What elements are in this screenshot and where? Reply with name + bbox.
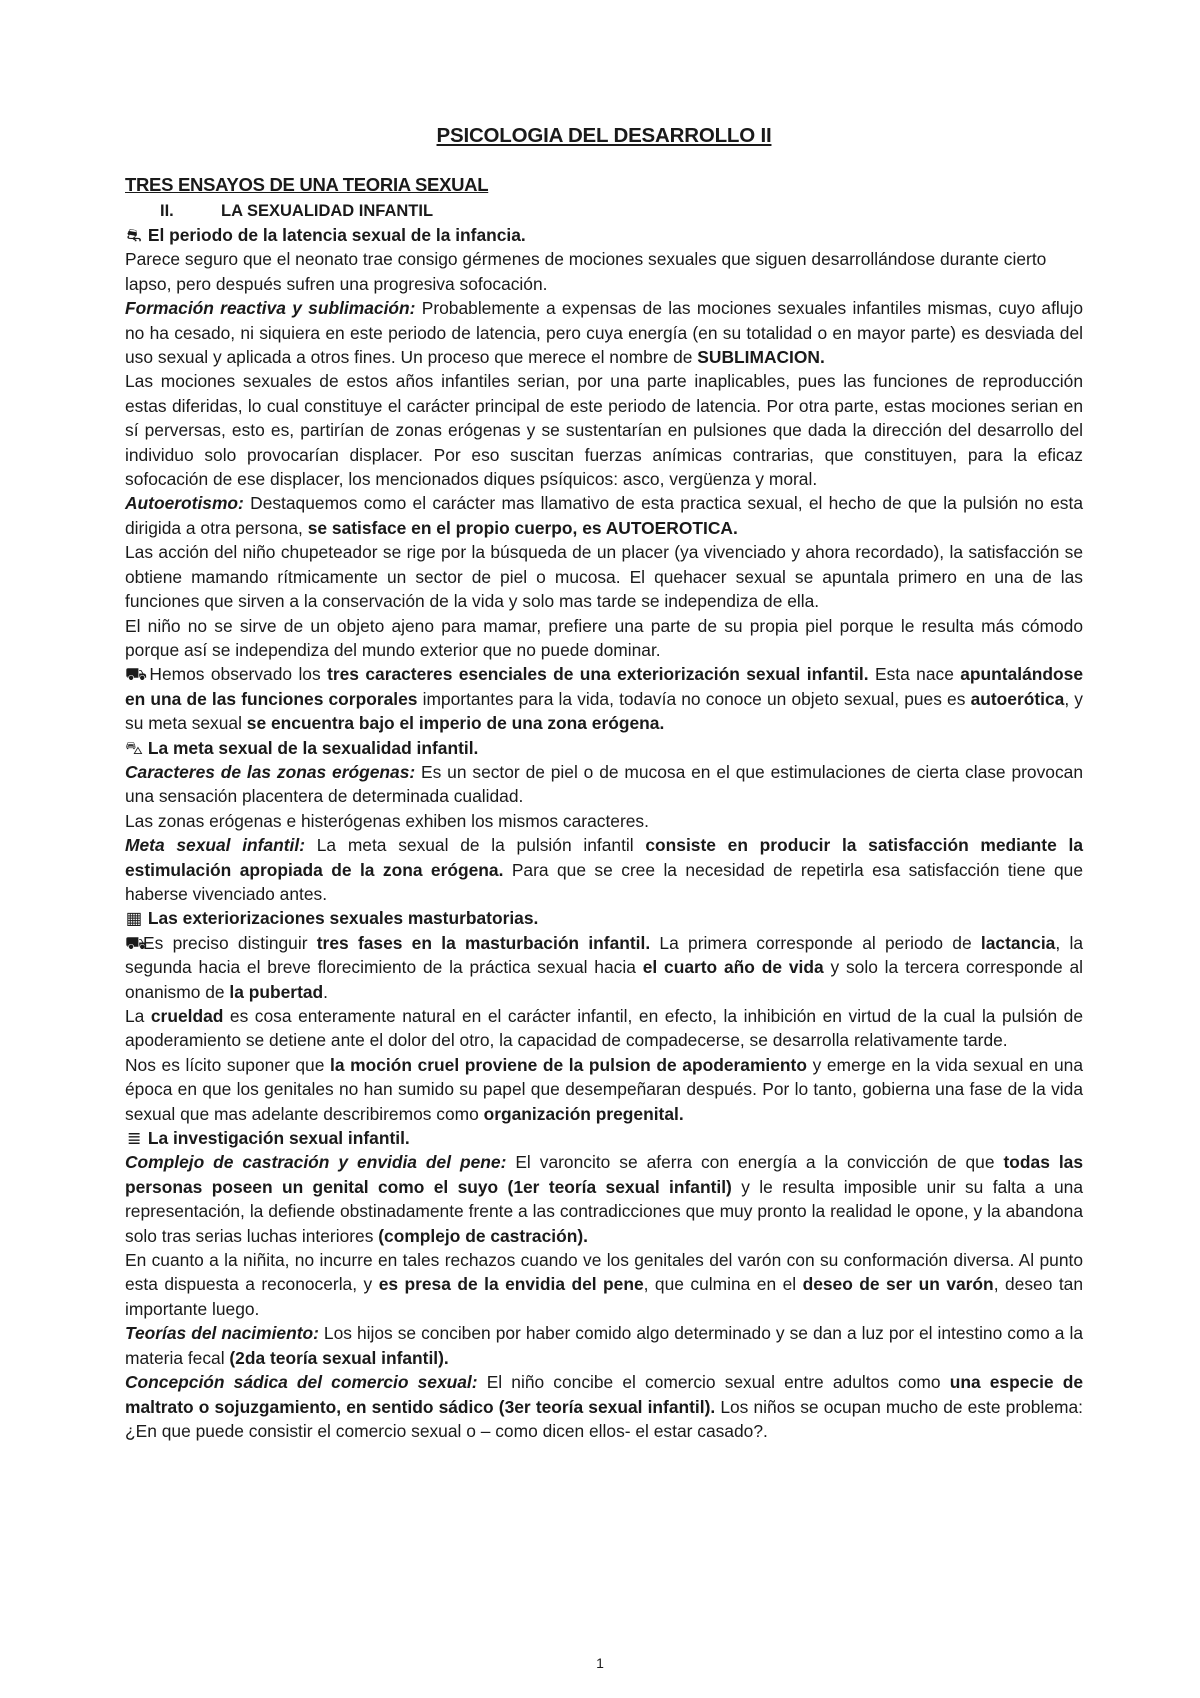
term-label: Concepción sádica del comercio sexual: <box>125 1372 478 1393</box>
term-label: Autoerotismo: <box>125 493 244 514</box>
bold-text: autoerótica <box>970 688 1065 709</box>
paragraph-text: y emerge en la vida sexual en una época en que los genitales no han sumido su papel que desempeñaran después. Por lo tanto, gobierna una fase de la vida sexual que mas adelante describiremos como <box>125 1054 1083 1124</box>
bold-text: apuntalándose en una de las funciones corporales <box>125 664 1083 709</box>
paragraph-text: Destaquemos como el carácter mas llamativo de esta practica sexual, el hecho de que la pulsión no esta dirigida a otra persona, <box>125 493 1083 538</box>
term-label: Formación reactiva y sublimación: <box>125 298 416 319</box>
paragraph-text: , y su meta sexual <box>125 688 1083 734</box>
paragraph <box>125 1248 1083 1321</box>
paragraph <box>125 1370 1083 1443</box>
section-number: II. <box>160 202 174 220</box>
paragraph: Las mociones sexuales de estos años infantiles serian, por una parte inaplicables, pues las funciones de reproducción estas diferidas, lo cual constituye el carácter principal de este periodo de latencia. Por otra parte, estas mociones serian en sí perversas, esto es, partirían de zonas erógenas y se sustentarían en pulsiones que dada la dirección del desarrollo del individuo solo provocarían displacer. Por eso suscitan fuerzas anímicas contrarias, que constituyen, para la eficaz sofocación de ese displacer, los mencionados diques psíquicos: asco, vergüenza y moral. <box>125 371 1083 490</box>
heading-masturbatorias <box>125 906 1083 930</box>
paragraph-text: , la segunda hacia el breve florecimiento de la práctica sexual hacia <box>125 932 1083 978</box>
paragraph <box>125 833 1083 906</box>
document-title: PSICOLOGIA DEL DESARROLLO II <box>436 124 772 147</box>
truck-icon: ⛟ <box>125 932 147 953</box>
heading-text: Las exteriorizaciones sexuales masturbatorias. <box>147 908 539 929</box>
paragraph-text: Hemos observado los <box>143 664 328 685</box>
paragraph-text: importantes para la vida, todavía no conoce un objeto sexual, pues es <box>417 688 971 709</box>
heading-latencia <box>125 223 1083 247</box>
paragraph-text: Esta nace <box>868 664 961 685</box>
paragraph: Las acción del niño chupeteador se rige por la búsqueda de un placer (ya vivenciado y ahora recordado), la satisfacción se obtiene mamando rítmicamente un sector de piel o mucosa. El quehacer sexual se apuntala primero en una de las funciones que sirven a la conservación de la vida y solo mas tarde se independiza de ella. <box>125 542 1083 612</box>
bold-text: (complejo de castración). <box>378 1225 588 1246</box>
paragraph-text: Los niños se ocupan mucho de este problema: ¿En que puede consistir el comercio sexual o – como dicen ellos- el estar casado?. <box>125 1396 1083 1441</box>
paragraph <box>125 1150 1083 1248</box>
list-icon: ≣ <box>126 1128 142 1149</box>
paragraph <box>125 296 1083 369</box>
paragraph-text: Es un sector de piel o de mucosa en el que estimulaciones de cierta clase provocan una sensación placentera de determinada cualidad. <box>125 761 1083 807</box>
paragraph-text: La <box>125 1006 151 1026</box>
grid-icon: ▦ <box>125 908 143 929</box>
bold-text: SUBLIMACION. <box>697 347 825 368</box>
bold-text: consiste en producir la satisfacción mediante la estimulación apropiada de la zona erógena. <box>125 835 1083 880</box>
page-number: 1 <box>596 1655 604 1671</box>
term-label: Meta sexual infantil: <box>125 835 306 856</box>
paragraph: Parece seguro que el neonato trae consigo gérmenes de mociones sexuales que siguen desarrollándose durante cierto lapso, pero después sufren una progresiva sofocación. <box>125 249 1047 294</box>
paragraph-text: La primera corresponde al periodo de <box>650 932 981 953</box>
bold-text: organización pregenital. <box>483 1103 684 1124</box>
paragraph: Las zonas erógenas e histerógenas exhiben los mismos caracteres. <box>125 810 649 831</box>
heading-investigacion <box>125 1126 1083 1150</box>
paragraph-text: , que culmina en el <box>643 1274 803 1295</box>
paragraph <box>125 1004 1083 1053</box>
heading-meta-sexual <box>125 736 1083 760</box>
bold-text: crueldad <box>150 1006 224 1026</box>
bold-text: (2da teoría sexual infantil). <box>229 1347 449 1368</box>
paragraph-text: Probablemente a expensas de las mociones sexuales infantiles mismas, cuyo aflujo no ha cesado, ni siquiera en este periodo de latencia, pero cuya energía (en su totalidad o en mayor parte) es desviada del uso sexual y aplicada a otros fines. Un proceso que merece el nombre de <box>125 298 1084 368</box>
paragraph <box>125 1321 1083 1370</box>
document-subtitle: TRES ENSAYOS DE UNA TEORIA SEXUAL <box>125 174 489 195</box>
car-icon: ⛐ <box>126 225 142 245</box>
bold-text: todas las personas poseen un genital como el suyo (1er teoría sexual infantil) <box>125 1152 1083 1197</box>
paragraph-text: El niño concibe el comercio sexual entre adultos como <box>477 1372 950 1393</box>
bold-text: una especie de maltrato o sojuzgamiento, en sentido sádico (3er teoría sexual infantil). <box>125 1372 1083 1417</box>
paragraph-text: Nos es lícito suponer que <box>125 1054 331 1075</box>
paragraph: El niño no se sirve de un objeto ajeno para mamar, prefiere una parte de su propia piel porque le resulta más cómodo porque así se independiza del mundo exterior que no puede dominar. <box>125 615 1083 660</box>
heading-text: La investigación sexual infantil. <box>147 1128 410 1149</box>
term-label: Caracteres de las zonas erógenas: <box>125 761 416 782</box>
bold-text: la pubertad <box>229 981 324 1002</box>
bold-text: se satisface en el propio cuerpo, es AUTOEROTICA. <box>307 517 738 538</box>
bold-text: lactancia <box>980 932 1056 953</box>
bold-text: se encuentra bajo el imperio de una zona erógena. <box>246 713 665 734</box>
section-name: LA SEXUALIDAD INFANTIL <box>221 202 434 220</box>
term-label: Complejo de castración y envidia del pene: <box>125 1152 507 1173</box>
bold-text: tres caracteres esenciales de una exteriorización sexual infantil. <box>327 664 869 685</box>
paragraph-text: Es preciso distinguir <box>143 932 317 953</box>
heading-text: El periodo de la latencia sexual de la infancia. <box>147 225 526 245</box>
paragraph-text: La meta sexual de la pulsión infantil <box>305 835 646 856</box>
paragraph <box>125 662 1083 735</box>
paragraph-text: , deseo tan importante luego. <box>125 1274 1083 1319</box>
paragraph-text: es cosa enteramente natural en el carácter infantil, en efecto, la inhibición en virtud de la cual la pulsión de apoderamiento se detiene ante el dolor del otro, la capacidad de compadecerse, se desarrolla relativamente tarde. <box>125 1006 1083 1051</box>
heading-text: La meta sexual de la sexualidad infantil. <box>147 737 479 758</box>
truck-icon: ⛟ <box>125 664 147 685</box>
bold-text: es presa de la envidia del pene <box>378 1274 644 1295</box>
paragraph-text: Los hijos se conciben por haber comido algo determinado y se dan a luz por el intestino como a la materia fecal <box>125 1323 1083 1368</box>
bold-text: deseo de ser un varón <box>802 1274 994 1295</box>
paragraph <box>125 931 1083 1004</box>
paragraph <box>125 491 1083 540</box>
paragraph-text: En cuanto a la niñita, no incurre en tales rechazos cuando ve los genitales del varón con su conformación diversa. Al punto esta dispuesta a reconocerla, y <box>125 1250 1083 1295</box>
paragraph <box>125 760 1083 809</box>
vehicle-icon: ⛍ <box>125 737 143 758</box>
bold-text: el cuarto año de vida <box>642 957 824 978</box>
bold-text: tres fases en la masturbación infantil. <box>316 932 651 953</box>
document-body <box>125 223 1083 1443</box>
paragraph <box>125 1053 1083 1126</box>
term-label: Teorías del nacimiento: <box>125 1323 319 1344</box>
paragraph-text: y solo la tercera corresponde al onanismo de <box>125 957 1084 1002</box>
paragraph-text: . <box>323 981 328 1002</box>
paragraph-text: El varoncito se aferra con energía a la convicción de que <box>506 1152 1004 1173</box>
paragraph-text: y le resulta imposible unir su falta a una representación, la defiende obstinadamente frente a las contradicciones que muy pronto la realidad le opone, y la abandona solo tras serias luchas interiores <box>125 1176 1083 1246</box>
paragraph-text: Para que se cree la necesidad de repetirla esa satisfacción tiene que haberse vivenciado antes. <box>125 859 1083 904</box>
bold-text: la moción cruel proviene de la pulsion de apoderamiento <box>330 1054 807 1075</box>
